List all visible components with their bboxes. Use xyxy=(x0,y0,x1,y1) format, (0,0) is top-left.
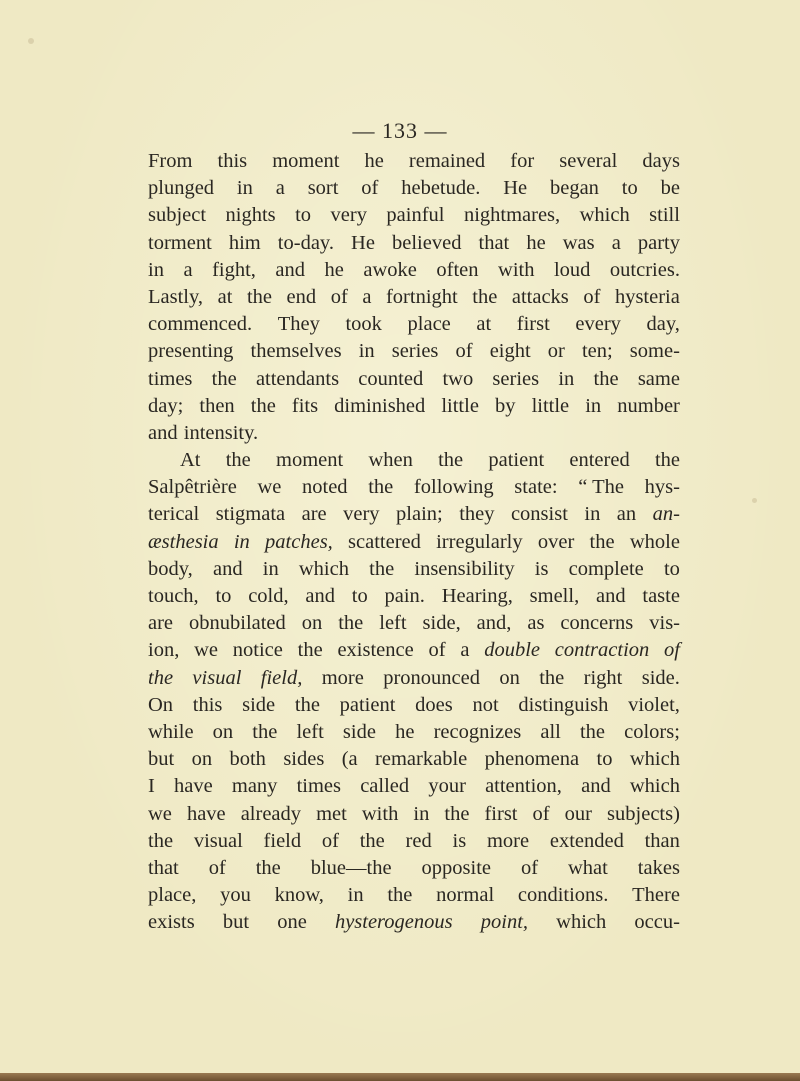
word: patches, xyxy=(265,530,333,553)
word: series xyxy=(492,367,540,390)
word: plain; xyxy=(396,503,443,526)
word: conditions. xyxy=(517,884,609,907)
word: he xyxy=(395,720,415,743)
word: side. xyxy=(641,666,680,689)
word: eight xyxy=(489,340,531,363)
word: place xyxy=(407,313,451,336)
word: fits xyxy=(291,394,319,417)
word: very xyxy=(343,503,380,526)
word: stigmata xyxy=(215,503,286,526)
word: obnubilated xyxy=(189,612,286,635)
word: visual xyxy=(192,666,242,689)
word: and xyxy=(148,421,178,444)
word: which xyxy=(629,775,680,798)
word: first xyxy=(516,313,550,336)
word: very xyxy=(330,204,367,227)
word: the xyxy=(359,829,385,852)
word: Hearing, xyxy=(441,585,513,607)
word: first xyxy=(484,802,518,825)
word: of xyxy=(583,285,601,308)
word: of xyxy=(330,285,348,308)
word: as xyxy=(527,612,545,635)
word: some- xyxy=(629,340,680,363)
word: the xyxy=(255,856,281,879)
word: then xyxy=(199,394,235,417)
word: over xyxy=(537,530,575,553)
text-line xyxy=(148,393,680,420)
word: fortnight xyxy=(385,285,458,308)
text-line xyxy=(148,719,680,746)
word: with xyxy=(498,258,535,281)
word: recognizes xyxy=(433,720,522,743)
word: touch, xyxy=(148,585,199,607)
word: He xyxy=(503,177,528,200)
word: fight, xyxy=(212,258,256,281)
word: red xyxy=(405,829,432,852)
word: to xyxy=(596,748,613,771)
word: to xyxy=(663,557,680,580)
word: in xyxy=(585,394,602,417)
word: patient xyxy=(488,449,545,472)
word: æsthesia xyxy=(148,530,219,553)
word: of xyxy=(520,856,539,879)
word: He xyxy=(351,231,375,254)
word: and xyxy=(581,775,611,798)
word: the xyxy=(472,285,498,308)
word: left xyxy=(379,612,407,635)
word: we xyxy=(148,802,172,825)
word: a xyxy=(183,258,193,281)
word: party xyxy=(637,231,680,254)
word: of xyxy=(664,639,680,662)
word: moment xyxy=(272,150,340,172)
word: your xyxy=(428,775,466,798)
word: the xyxy=(387,884,413,907)
word: pronounced xyxy=(383,666,480,689)
word: presenting xyxy=(148,340,234,363)
word: to xyxy=(621,177,638,200)
word: took xyxy=(345,313,382,336)
word: two xyxy=(442,367,474,390)
word: for xyxy=(510,150,535,172)
word: remarkable xyxy=(375,748,468,771)
word: vis- xyxy=(649,612,680,635)
word: of xyxy=(321,829,339,852)
text-line xyxy=(148,556,680,583)
word: counted xyxy=(358,367,424,390)
word: At xyxy=(180,449,201,472)
word: the xyxy=(438,449,464,472)
word: whole xyxy=(629,530,680,553)
word: but xyxy=(148,748,175,771)
paper-smudge xyxy=(28,38,34,44)
page-number: — 133 — xyxy=(352,118,448,143)
word: the xyxy=(654,449,680,472)
text-line xyxy=(148,610,680,637)
word: day, xyxy=(646,313,680,336)
word: with xyxy=(361,802,399,825)
body-text xyxy=(148,148,680,936)
word: this xyxy=(192,693,223,716)
word: of xyxy=(532,802,550,825)
word: to xyxy=(295,204,312,227)
word: began xyxy=(549,177,599,200)
word: of xyxy=(361,177,379,200)
word: which xyxy=(579,204,630,227)
word: On xyxy=(148,693,174,716)
word: series xyxy=(391,340,439,363)
text-line xyxy=(148,746,680,773)
text-line xyxy=(148,692,680,719)
word: the xyxy=(294,693,320,716)
word: number xyxy=(617,394,680,417)
word: themselves xyxy=(250,340,342,363)
word: already xyxy=(240,802,302,825)
word: “ The xyxy=(578,476,624,499)
word: in xyxy=(262,557,279,580)
word: loud xyxy=(553,258,591,281)
word: blue—the xyxy=(310,856,392,879)
word: nightmares, xyxy=(463,204,561,227)
paper-smudge xyxy=(752,498,757,503)
word: the xyxy=(338,612,364,635)
word: field, xyxy=(260,666,303,689)
word: the xyxy=(148,666,174,689)
word: an xyxy=(616,503,637,526)
word: pain. xyxy=(384,585,425,607)
word: in xyxy=(236,177,253,200)
text-line xyxy=(148,230,680,257)
word: on xyxy=(191,748,213,771)
word: all xyxy=(540,720,561,743)
word: our xyxy=(564,802,592,825)
word: taste xyxy=(642,585,680,607)
word: which xyxy=(629,748,680,771)
word: are xyxy=(148,612,174,635)
word: nights xyxy=(225,204,276,227)
word: but xyxy=(222,911,250,934)
word: in xyxy=(148,258,164,281)
word: does xyxy=(415,693,453,716)
word: times xyxy=(296,775,342,798)
word: you xyxy=(220,884,251,907)
text-line xyxy=(148,257,680,284)
word: hys- xyxy=(644,476,680,499)
word: awoke xyxy=(363,258,417,281)
word: believed xyxy=(392,231,462,254)
word: ten; xyxy=(581,340,613,363)
word: on xyxy=(212,720,234,743)
word: commenced. xyxy=(148,313,253,336)
text-line xyxy=(148,148,680,175)
word: the xyxy=(539,666,565,689)
word: several xyxy=(559,150,618,172)
word: sides xyxy=(283,748,325,771)
word: him xyxy=(228,231,261,254)
word: in xyxy=(347,884,364,907)
word: normal xyxy=(436,884,495,907)
word: is xyxy=(534,557,549,580)
word: the xyxy=(211,367,237,390)
word: the xyxy=(148,829,174,852)
word: that xyxy=(148,856,179,879)
word: opposite xyxy=(421,856,491,879)
word: side xyxy=(342,720,376,743)
word: cold, xyxy=(248,585,289,607)
page-bottom-edge xyxy=(0,1073,800,1081)
word: remained xyxy=(408,150,486,172)
word: an- xyxy=(652,503,680,526)
word: noted xyxy=(302,476,348,499)
word: attacks xyxy=(511,285,569,308)
word: called xyxy=(360,775,410,798)
word: was xyxy=(562,231,595,254)
word: the xyxy=(225,449,251,472)
text-line xyxy=(148,801,680,828)
word: body, xyxy=(148,557,193,580)
text-line xyxy=(148,338,680,365)
word: know, xyxy=(274,884,324,907)
word: notice xyxy=(232,639,283,662)
word: the xyxy=(579,720,606,743)
word: insensibility xyxy=(414,557,515,580)
word: the xyxy=(444,802,470,825)
word: he xyxy=(324,258,344,281)
word: and xyxy=(305,585,335,607)
word: a xyxy=(460,639,470,662)
word: every xyxy=(575,313,621,336)
word: the xyxy=(297,639,323,662)
word: irregularly xyxy=(436,530,523,553)
word: in xyxy=(233,530,250,553)
text-line xyxy=(148,311,680,338)
word: still xyxy=(649,204,680,227)
word: Lastly, xyxy=(148,285,204,308)
word: on xyxy=(499,666,520,689)
word: takes xyxy=(637,856,680,879)
word: extended xyxy=(549,829,624,852)
word: the xyxy=(589,530,615,553)
word: have xyxy=(174,775,213,798)
word: place, xyxy=(148,884,197,907)
word: hysteria xyxy=(614,285,680,308)
word: days xyxy=(642,150,680,172)
word: and xyxy=(595,585,626,607)
word: a xyxy=(611,231,621,254)
word: entered xyxy=(569,449,630,472)
word: more xyxy=(321,666,364,689)
word: point, xyxy=(480,911,529,934)
text-line xyxy=(148,202,680,229)
word: sort xyxy=(307,177,339,200)
word: in xyxy=(558,367,575,390)
word: be xyxy=(660,177,680,200)
word: occu- xyxy=(634,911,680,934)
word: is xyxy=(452,829,467,852)
word: complete xyxy=(568,557,644,580)
word: smell, xyxy=(529,585,580,607)
word: I xyxy=(148,775,155,798)
word: end xyxy=(286,285,317,308)
word: attention, xyxy=(485,775,562,798)
word: consist xyxy=(510,503,568,526)
word: we xyxy=(257,476,282,499)
word: the xyxy=(369,557,395,580)
text-line xyxy=(148,175,680,202)
word: in xyxy=(584,503,601,526)
word: patient xyxy=(339,693,396,716)
text-line xyxy=(148,855,680,882)
text-line xyxy=(148,366,680,393)
word: intensity. xyxy=(183,421,259,444)
word: which xyxy=(556,911,607,934)
word: state: xyxy=(514,476,558,499)
text-line xyxy=(148,828,680,855)
word: Salpêtrière xyxy=(148,476,237,499)
text-line xyxy=(148,665,680,692)
word: while xyxy=(148,720,194,743)
text-line xyxy=(148,474,680,501)
word: in xyxy=(413,802,430,825)
word: visual xyxy=(193,829,243,852)
word: contraction xyxy=(554,639,650,662)
word: little xyxy=(531,394,570,417)
text-line xyxy=(148,501,680,528)
word: plunged xyxy=(148,177,215,200)
word: moment xyxy=(276,449,344,472)
word: of xyxy=(455,340,473,363)
word: phenomena xyxy=(484,748,580,771)
word: and, xyxy=(476,612,512,635)
word: distinguish xyxy=(518,693,609,716)
text-line xyxy=(148,882,680,909)
word: when xyxy=(368,449,413,472)
word: left xyxy=(296,720,324,743)
word: what xyxy=(567,856,608,879)
word: more xyxy=(486,829,530,852)
word: They xyxy=(277,313,320,336)
word: a xyxy=(275,177,285,200)
word: exists xyxy=(148,911,195,934)
word: colors; xyxy=(624,720,680,743)
word: which xyxy=(298,557,349,580)
word: terical xyxy=(148,503,200,526)
text-line xyxy=(148,909,680,936)
word: to xyxy=(215,585,232,607)
word: and xyxy=(212,557,243,580)
text-line xyxy=(148,583,680,610)
word: violet, xyxy=(628,693,680,716)
word: to-day. xyxy=(277,231,334,254)
word: existence xyxy=(337,639,414,662)
word: the xyxy=(246,285,272,308)
word: subjects) xyxy=(607,802,680,825)
word: outcries. xyxy=(609,258,680,281)
word: day; xyxy=(148,394,184,417)
word: side, xyxy=(422,612,461,635)
text-line xyxy=(148,447,680,474)
word: concerns xyxy=(560,612,634,635)
text-line xyxy=(148,773,680,800)
word: this xyxy=(217,150,248,172)
word: little xyxy=(441,394,479,417)
word: right xyxy=(583,666,623,689)
word: or xyxy=(547,340,565,363)
word: met xyxy=(316,802,347,825)
text-line xyxy=(148,420,680,447)
word: scattered xyxy=(348,530,421,553)
word: not xyxy=(472,693,499,716)
word: From xyxy=(148,150,193,172)
word: than xyxy=(644,829,680,852)
word: by xyxy=(495,394,516,417)
word: one xyxy=(277,911,307,934)
word: of xyxy=(208,856,226,879)
word: that xyxy=(478,231,510,254)
word: the xyxy=(593,367,619,390)
word: same xyxy=(637,367,680,390)
word: field xyxy=(263,829,302,852)
word: we xyxy=(194,639,218,662)
word: a xyxy=(362,285,372,308)
text-line xyxy=(148,529,680,556)
word: the xyxy=(250,394,276,417)
text-line xyxy=(148,637,680,664)
word: double xyxy=(484,639,540,662)
word: painful xyxy=(386,204,445,227)
word: at xyxy=(217,285,233,308)
word: to xyxy=(351,585,368,607)
word: attendants xyxy=(255,367,340,390)
word: have xyxy=(186,802,226,825)
word: (a xyxy=(341,748,358,771)
text-line xyxy=(148,284,680,311)
word: hebetude. xyxy=(401,177,481,200)
word: are xyxy=(301,503,327,526)
word: side xyxy=(242,693,276,716)
word: following xyxy=(413,476,494,499)
word: ion, xyxy=(148,639,180,662)
word: on xyxy=(301,612,323,635)
word: times xyxy=(148,367,193,390)
word: of xyxy=(428,639,446,662)
word: he xyxy=(526,231,546,254)
word: subject xyxy=(148,204,207,227)
word: the xyxy=(252,720,278,743)
word: both xyxy=(229,748,266,771)
word: torment xyxy=(148,231,212,254)
word: in xyxy=(358,340,375,363)
word: at xyxy=(476,313,492,336)
word: they xyxy=(459,503,495,526)
word: There xyxy=(632,884,680,907)
word: the xyxy=(368,476,394,499)
word: many xyxy=(231,775,278,798)
word: and xyxy=(275,258,306,281)
word: hysterogenous xyxy=(334,911,453,934)
word: diminished xyxy=(334,394,426,417)
word: he xyxy=(364,150,384,172)
word: often xyxy=(436,258,479,281)
